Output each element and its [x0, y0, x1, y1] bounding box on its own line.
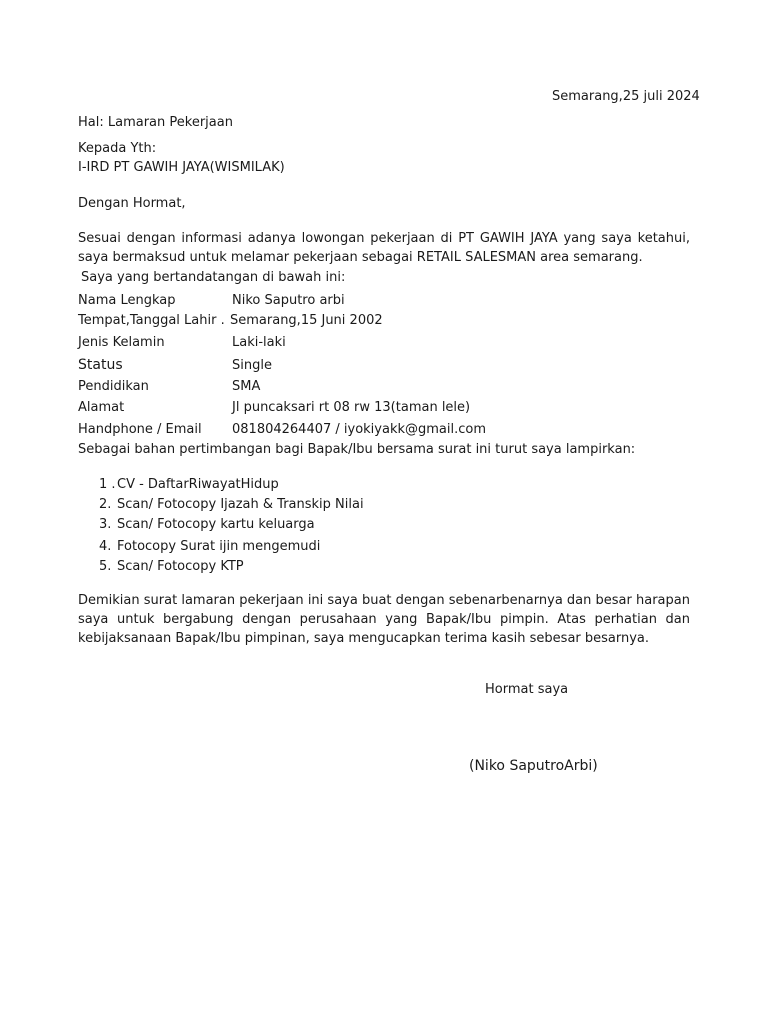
detail-label-gender: Jenis Kelamin: [78, 335, 165, 350]
detail-value-birth: Semarang,15 Juni 2002: [230, 313, 383, 328]
detail-label-status: Status: [78, 357, 123, 373]
date-line: Semarang,25 juli 2024: [552, 89, 700, 104]
attachment-item: Scan/ Fotocopy KTP: [117, 559, 244, 574]
attachment-item: Fotocopy Surat ijin mengemudi: [117, 539, 321, 554]
detail-label-address: Alamat: [78, 400, 125, 415]
detail-label-contact: Handphone / Email: [78, 422, 202, 437]
detail-label-name: Nama Lengkap: [78, 293, 176, 308]
attachment-item: Scan/ Fotocopy Ijazah & Transkip Nilai: [117, 497, 364, 512]
attachments-intro: Sebagai bahan pertimbangan bagi Bapak/Ibu bersama surat ini turut saya lampirkan:: [78, 442, 636, 457]
detail-label-birth: Tempat,Tanggal Lahir .: [78, 313, 225, 328]
signature-name: (Niko SaputroArbi): [469, 758, 598, 774]
detail-label-education: Pendidikan: [78, 379, 149, 394]
undersigned-line: Saya yang bertandatangan di bawah ini:: [81, 270, 346, 285]
attachment-number: 1 .: [99, 477, 116, 492]
to-label: Kepada Yth:: [78, 141, 157, 156]
recipient: I-IRD PT GAWIH JAYA(WISMILAK): [78, 160, 285, 175]
detail-value-contact: 081804264407 / iyokiyakk@gmail.com: [232, 422, 487, 437]
attachment-number: 3.: [99, 517, 112, 532]
attachment-item: CV - DaftarRiwayatHidup: [117, 477, 279, 492]
attachment-number: 4.: [99, 539, 112, 554]
detail-value-address: Jl puncaksari rt 08 rw 13(taman lele): [232, 400, 471, 415]
detail-value-gender: Laki-laki: [232, 335, 286, 350]
subject-line: Hal: Lamaran Pekerjaan: [78, 115, 233, 130]
greeting: Dengan Hormat,: [78, 196, 186, 211]
sign-off: Hormat saya: [485, 682, 569, 697]
closing-paragraph: Demikian surat lamaran pekerjaan ini saya buat dengan sebenarbenarnya dan besar harapan saya untuk bergabung dengan perusahaan yang Bapak/Ibu pimpin. Atas perhatian dan kebijaksanaan Bapak/Ibu pimpinan, saya mengucapkan terima kasih sebesar besarnya.: [78, 593, 690, 646]
detail-value-education: SMA: [232, 379, 261, 394]
intro-paragraph: Sesuai dengan informasi adanya lowongan pekerjaan di PT GAWIH JAYA yang saya ketahui, saya bermaksud untuk melamar pekerjaan sebagai RETAIL SALESMAN area semarang.: [78, 231, 690, 265]
attachment-number: 5.: [99, 559, 112, 574]
attachment-item: Scan/ Fotocopy kartu keluarga: [117, 517, 315, 532]
detail-value-name: Niko Saputro arbi: [232, 293, 345, 308]
attachment-number: 2.: [99, 497, 112, 512]
detail-value-status: Single: [232, 358, 272, 373]
